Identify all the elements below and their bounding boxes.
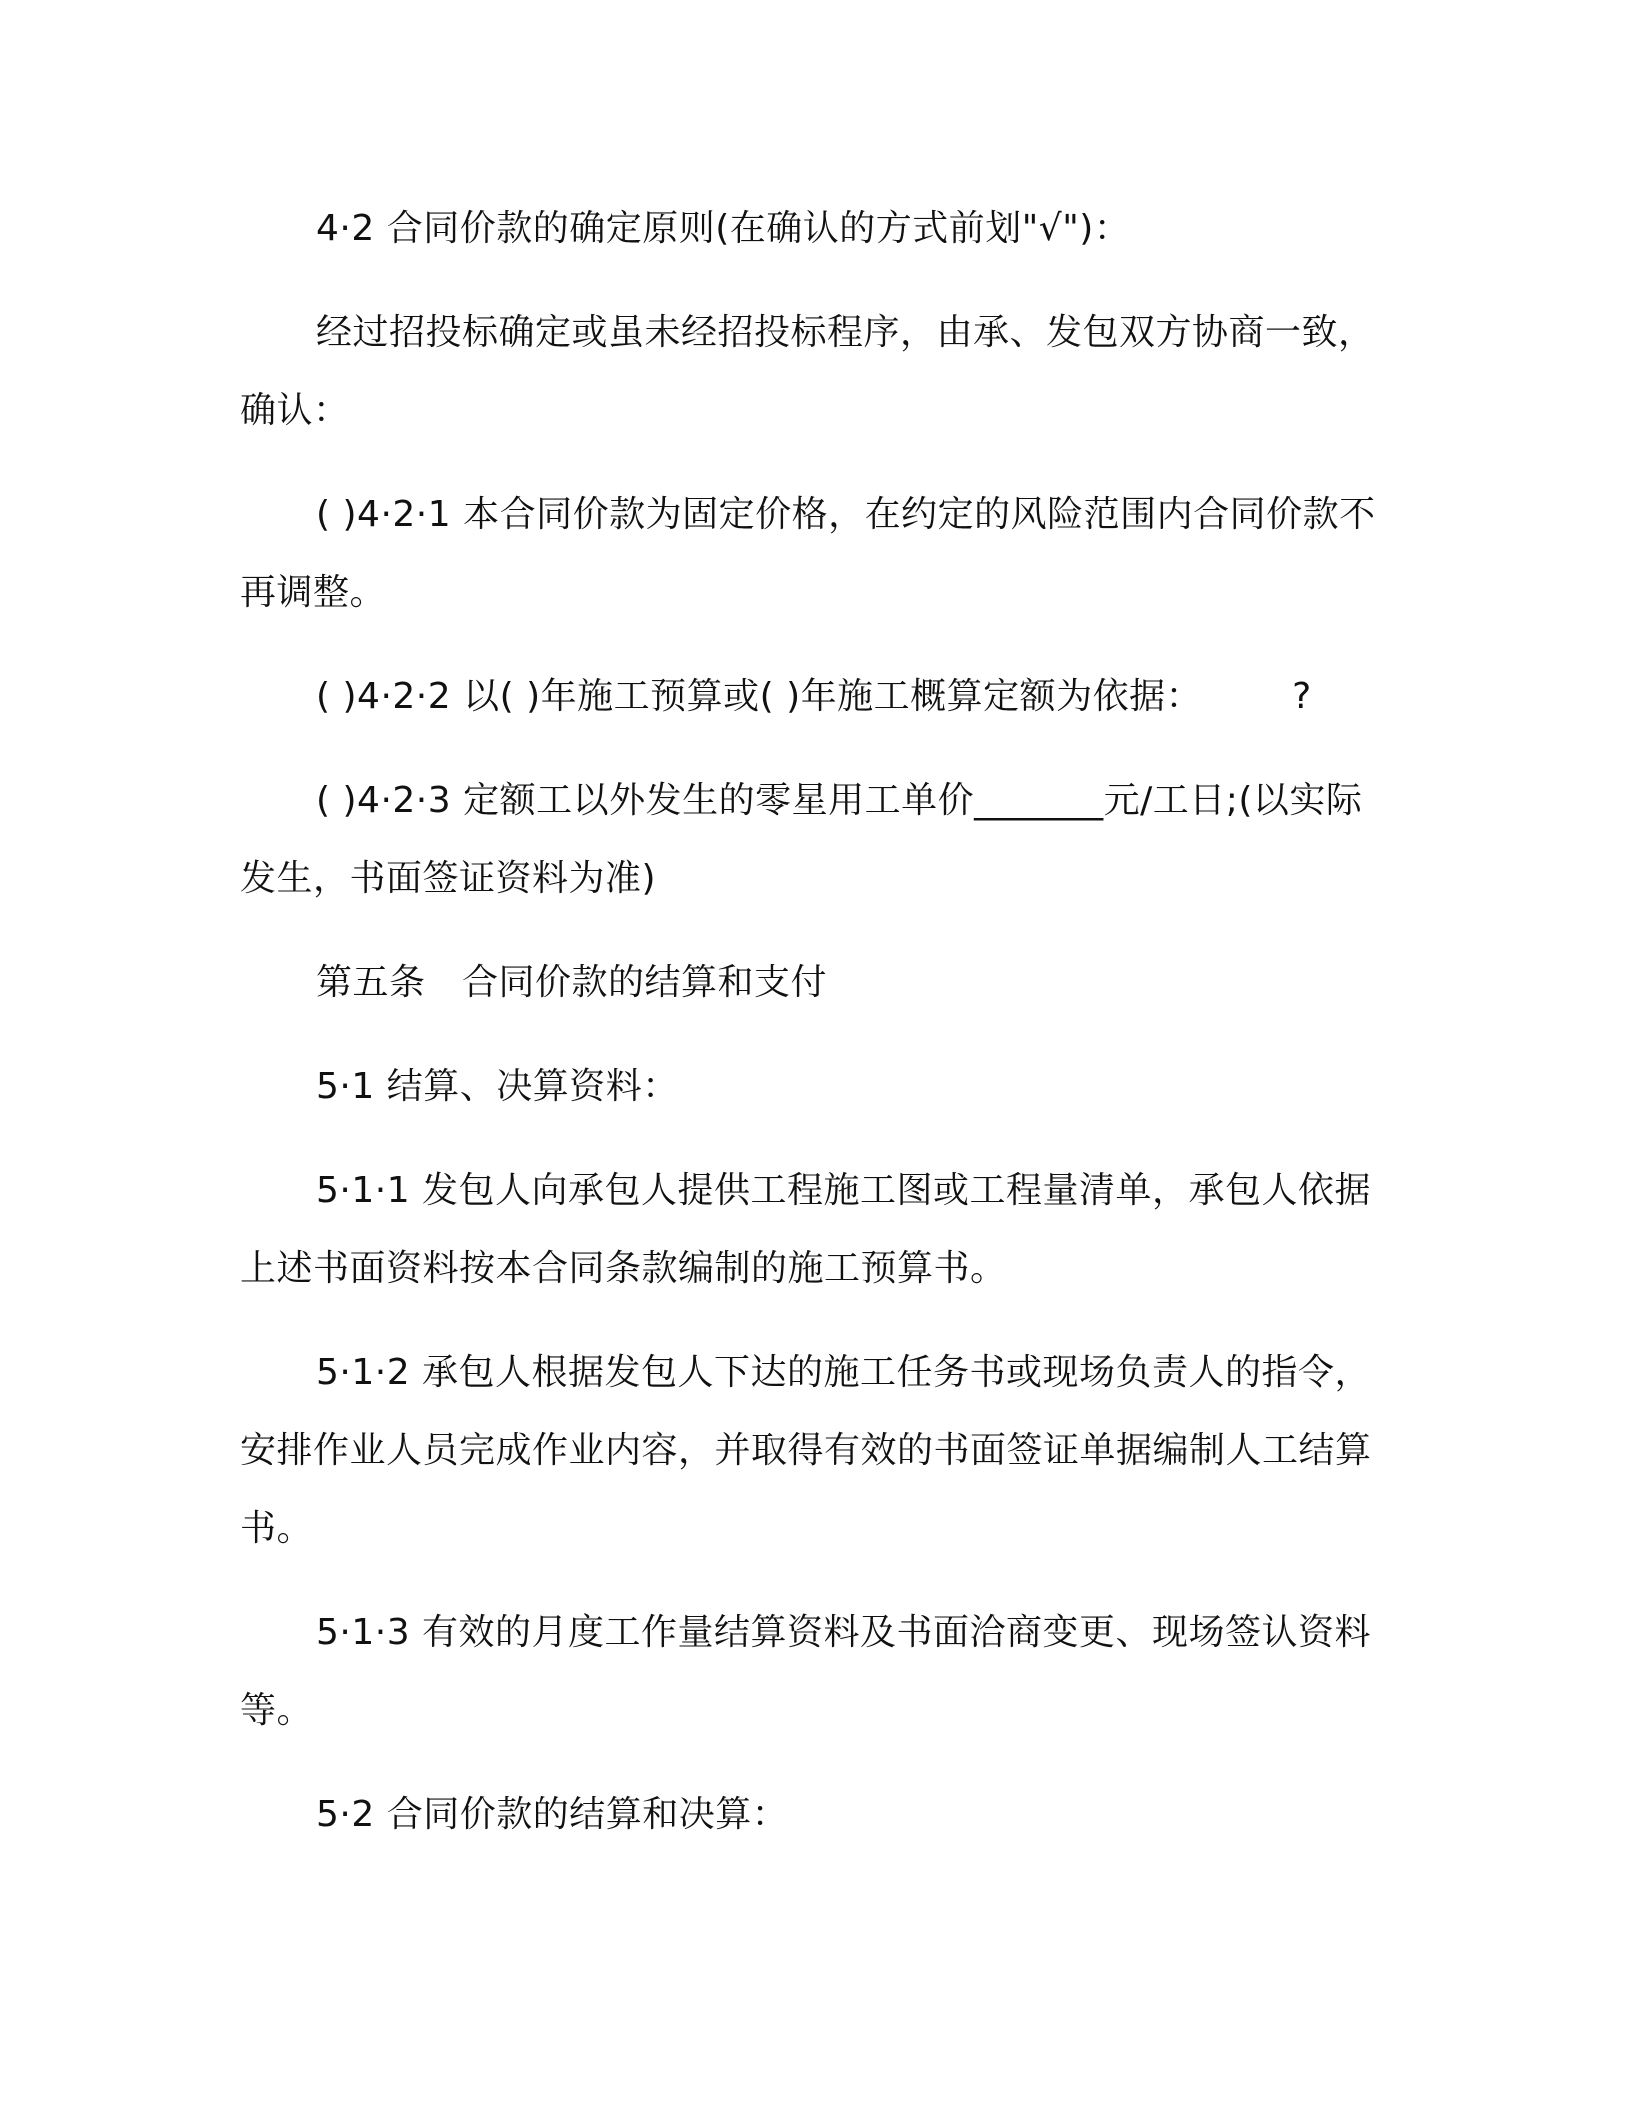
clause-4-2-2 bbox=[240, 658, 1390, 736]
question-mark: ? bbox=[1292, 676, 1312, 717]
clause-4-2-1: ( )4·2·1 本合同价款为固定价格，在约定的风险范围内合同价款不再调整。 bbox=[240, 494, 1376, 613]
clause-4-2-2-text: ( )4·2·2 以( )年施工预算或( )年施工概算定额为依据： bbox=[316, 676, 1203, 717]
clause-5-1-1: 5·1·1 发包人向承包人提供工程施工图或工程量清单，承包人依据上述书面资料按本合同条款编制的施工预算书。 bbox=[240, 1170, 1372, 1289]
document-body bbox=[240, 190, 1390, 1880]
clause-4-2-3: ( )4·2·3 定额工以外发生的零星用工单价_______元/工日;(以实际发生，书面签证资料为准) bbox=[240, 780, 1363, 899]
clause-5-1: 5·1 结算、决算资料： bbox=[316, 1066, 679, 1107]
clause-5-1-2: 5·1·2 承包人根据发包人下达的施工任务书或现场负责人的指令，安排作业人员完成作业内容，并取得有效的书面签证单据编制人工结算书。 bbox=[240, 1352, 1372, 1549]
clause-4-2-intro: 经过招投标确定或虽未经招投标程序，由承、发包双方协商一致，确认： bbox=[240, 312, 1375, 431]
clause-5-2: 5·2 合同价款的结算和决算： bbox=[316, 1794, 789, 1835]
clause-4-2: 4·2 合同价款的确定原则(在确认的方式前划"√")： bbox=[316, 208, 1131, 249]
article-5-heading: 第五条 合同价款的结算和支付 bbox=[316, 962, 828, 1003]
clause-5-1-3: 5·1·3 有效的月度工作量结算资料及书面洽商变更、现场签认资料等。 bbox=[240, 1612, 1372, 1731]
